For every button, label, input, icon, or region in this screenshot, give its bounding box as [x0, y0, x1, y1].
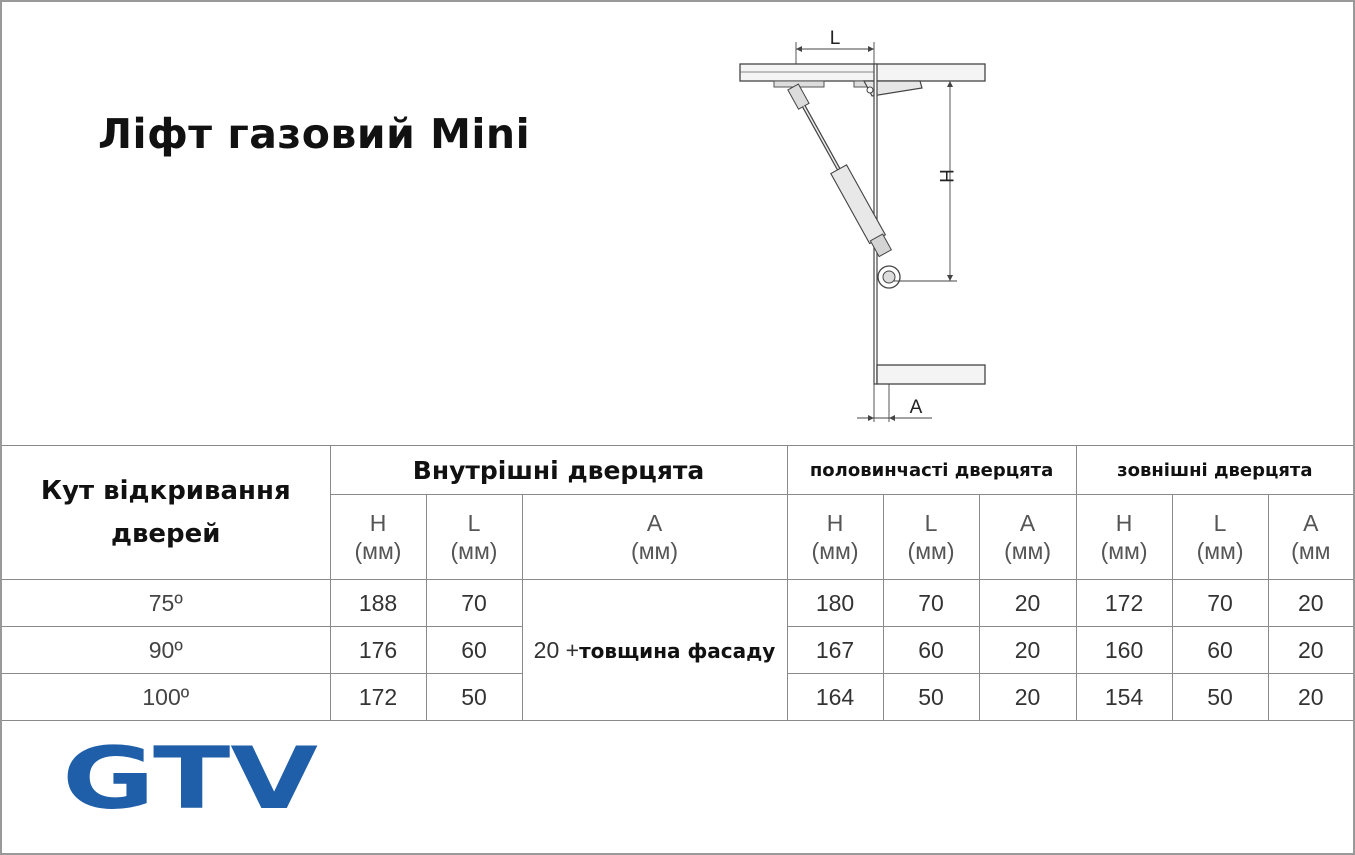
spec-table	[2, 445, 1353, 721]
col-inner-h: H (мм)	[330, 495, 426, 580]
col-outer-l: L (мм)	[1172, 495, 1268, 580]
inner-l-cell: 50	[426, 674, 522, 721]
inner-l-cell: 60	[426, 627, 522, 674]
col-inner-a: A (мм)	[522, 495, 787, 580]
group-header-outer: зовнішні дверцята	[1076, 446, 1353, 495]
half-a-cell: 20	[979, 627, 1076, 674]
gtv-logo	[62, 742, 322, 814]
outer-l-cell: 50	[1172, 674, 1268, 721]
page-title: Ліфт газовий Mini	[98, 110, 531, 158]
outer-h-cell: 172	[1076, 580, 1172, 627]
dimension-label-h: H	[935, 169, 956, 183]
inner-h-cell: 188	[330, 580, 426, 627]
outer-a-cell: 20	[1268, 627, 1353, 674]
col-half-l: L (мм)	[883, 495, 979, 580]
col-half-a: A (мм)	[979, 495, 1076, 580]
dimension-label-a: A	[909, 397, 923, 418]
col-outer-h: H (мм)	[1076, 495, 1172, 580]
outer-l-cell: 60	[1172, 627, 1268, 674]
angle-cell: 90º	[2, 627, 330, 674]
half-h-cell: 167	[787, 627, 883, 674]
outer-a-cell: 20	[1268, 580, 1353, 627]
angle-header: Кут відкривання дверей	[2, 446, 330, 580]
inner-a-cell: 20 +товщина фасаду	[522, 580, 787, 721]
outer-h-cell: 154	[1076, 674, 1172, 721]
half-h-cell: 180	[787, 580, 883, 627]
half-l-cell: 50	[883, 674, 979, 721]
inner-l-cell: 70	[426, 580, 522, 627]
outer-h-cell: 160	[1076, 627, 1172, 674]
half-a-cell: 20	[979, 580, 1076, 627]
angle-cell: 100º	[2, 674, 330, 721]
inner-h-cell: 172	[330, 674, 426, 721]
inner-h-cell: 176	[330, 627, 426, 674]
table-row	[2, 580, 1353, 627]
half-l-cell: 70	[883, 580, 979, 627]
angle-cell: 75º	[2, 580, 330, 627]
half-l-cell: 60	[883, 627, 979, 674]
gtv-logo-text: GTV	[62, 742, 319, 814]
col-inner-l: L (мм)	[426, 495, 522, 580]
col-half-h: H (мм)	[787, 495, 883, 580]
gas-lift-diagram	[702, 2, 1022, 442]
col-outer-a: A (мм	[1268, 495, 1353, 580]
half-h-cell: 164	[787, 674, 883, 721]
group-header-half: половинчасті дверцята	[787, 446, 1076, 495]
half-a-cell: 20	[979, 674, 1076, 721]
group-header-inner: Внутрішні дверцята	[330, 446, 787, 495]
outer-l-cell: 70	[1172, 580, 1268, 627]
outer-a-cell: 20	[1268, 674, 1353, 721]
dimension-label-l: L	[829, 28, 841, 49]
